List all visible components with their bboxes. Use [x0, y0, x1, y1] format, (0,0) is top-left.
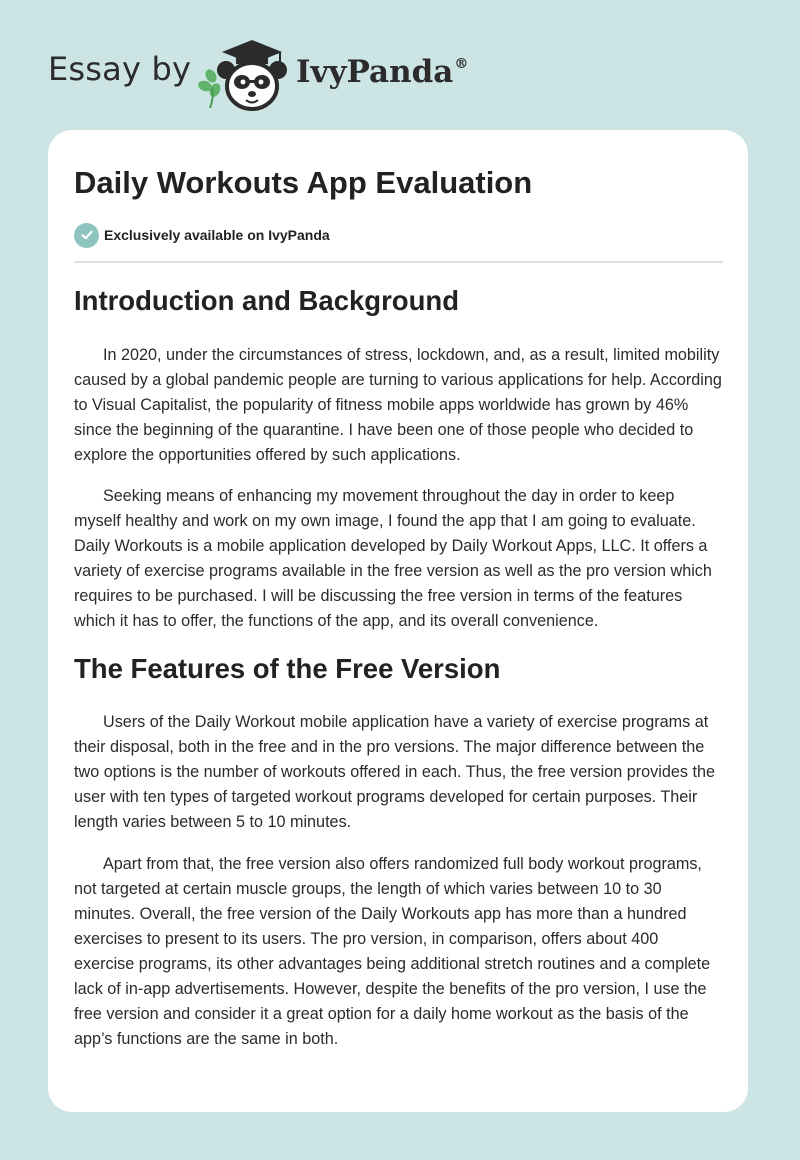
panda-graduate-icon [196, 38, 296, 114]
site-header [0, 0, 800, 130]
section-heading: The Features of the Free Version [74, 653, 501, 684]
brand-name-text: IvyPanda [296, 54, 454, 90]
paragraph: Apart from that, the free version also offers randomized full body workout programs, not targeted at certain muscle groups, the length of which varies between 10 to 30 minutes. Overall, the free version of the Daily Workouts app has more than a hundred exercises to present to its users. The pro version, in comparison, offers about 400 exercise programs, its other advantages being additional stretch routines and a complete lack of in-app advertisements. However, despite the benefits of the pro version, I use the free version and consider it a great option for a daily home workout as the basis of the app’s functions are the same in both. [74, 855, 711, 1048]
registered-mark: ® [454, 56, 469, 72]
check-circle-icon [74, 223, 99, 248]
brand-name[interactable] [296, 54, 468, 90]
section-heading: Introduction and Background [74, 285, 459, 316]
essay-card [48, 130, 748, 1112]
paragraph: Seeking means of enhancing my movement throughout the day in order to keep myself healthy and work on my own image, I found the app that I am going to evaluate. Daily Workouts is a mobile application developed by Daily Workout Apps, LLC. It offers a variety of exercise programs available in the free version as well as the pro version which requires to be purchased. I will be discussing the free version in terms of the features which it has to offer, the functions of the app, and its overall convenience. [74, 487, 712, 630]
exclusive-badge [74, 222, 330, 248]
divider [74, 261, 723, 263]
paragraph: In 2020, under the circumstances of stress, lockdown, and, as a result, limited mobility caused by a global pandemic people are turning to various applications for help. According to Visual Capitalist, the popularity of fitness mobile apps worldwide has grown by 46% since the beginning of the quarantine. I have been one of those people who decided to explore the opportunities offered by such applications. [74, 346, 722, 464]
paragraph: Users of the Daily Workout mobile application have a variety of exercise programs at their disposal, both in the free and in the pro versions. The major difference between the two options is the number of workouts offered in each. Thus, the free version provides the user with ten types of targeted workout programs developed for certain purposes. Their length varies between 5 to 10 minutes. [74, 713, 715, 831]
page-title: Daily Workouts App Evaluation [74, 165, 533, 200]
brand-prefix: Essay by [48, 50, 192, 88]
badge-text: Exclusively available on IvyPanda [104, 227, 330, 243]
